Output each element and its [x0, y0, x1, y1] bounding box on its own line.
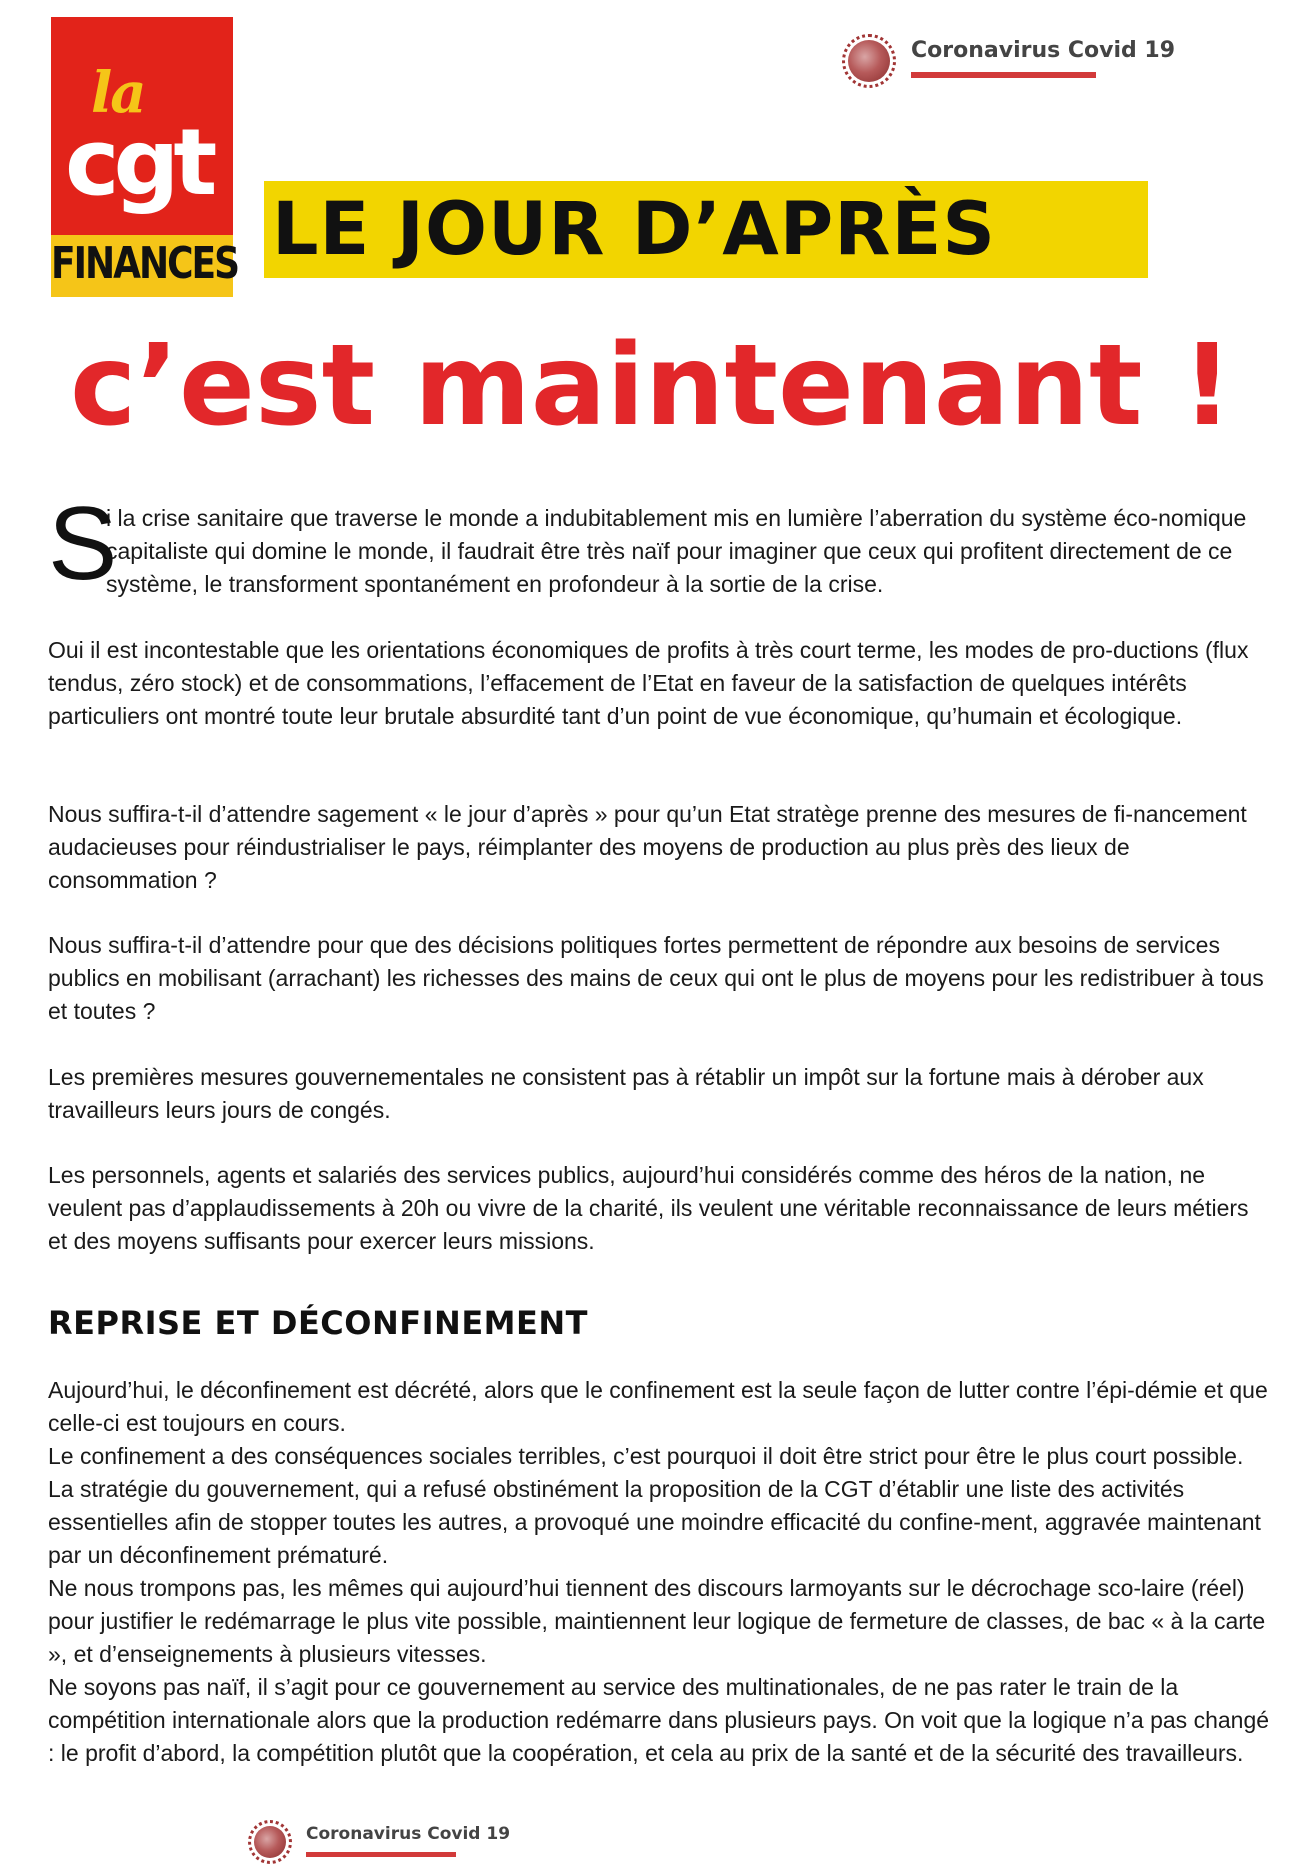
covid-badge-bottom — [250, 1822, 510, 1866]
covid-badge-bottom-stripe — [306, 1852, 456, 1857]
logo-la-text: la — [91, 60, 145, 126]
section-paragraph-4: Ne soyons pas naïf, il s’agit pour ce gouvernement au service des multinationales, de ne pas rater le train de la compétition internationale alors que la production redémarre dans plusieurs pays. On voit que la logique n’a pas changé : le profit d’abord, la compétition plutôt que la coopération, et cela au prix de la santé et de la sécurité des travailleurs. — [48, 1674, 1270, 1766]
logo-finances-text: FINANCES — [51, 239, 239, 289]
headline: LE JOUR D’APRÈS — [272, 187, 996, 272]
headline-banner — [264, 181, 1148, 278]
cgt-finances-logo — [51, 17, 239, 289]
paragraph-2: Nous suffira-t-il d’attendre sagement « le jour d’après » pour qu’un Etat stratège prenne des mesures de fi-nancement audacieuses pour réindustrialiser le pays, réimplanter des moyens de production au plus près des lieux de consommation ? — [48, 801, 1247, 893]
intro-paragraph — [48, 486, 1272, 602]
covid-badge-title: Coronavirus Covid 19 — [911, 38, 1176, 63]
virus-icon — [848, 40, 890, 82]
subheadline: c’est maintenant ! — [70, 321, 1233, 451]
covid-badge-top — [838, 30, 1176, 120]
section-paragraph-3: Ne nous trompons pas, les mêmes qui aujourd’hui tiennent des discours larmoyants sur le décrochage sco-laire (réel) pour justifier le redémarrage le plus vite possible, maintiennent leur logique de fermeture de classes, de bac « à la carte », et d’enseignements à plusieurs vitesses. — [48, 1575, 1266, 1667]
paragraph-4: Les premières mesures gouvernementales ne consistent pas à rétablir un impôt sur la fortune mais à dérober aux travailleurs leurs jours de congés. — [48, 1064, 1204, 1123]
covid-badge-stripe — [911, 72, 1096, 78]
paragraph-5: Les personnels, agents et salariés des services publics, aujourd’hui considérés comme des héros de la nation, ne veulent pas d’applaudissements à 20h ou vivre de la charité, ils veulent une véritable reconnaissance de leurs métiers et des moyens suffisants pour exercer leurs missions. — [48, 1162, 1249, 1254]
covid-badge-bottom-title: Coronavirus Covid 19 — [306, 1824, 511, 1844]
paragraph-3: Nous suffira-t-il d’attendre pour que des décisions politiques fortes permettent de répondre aux besoins de services publics en mobilisant (arrachant) les richesses des mains de ceux qui ont le plus de moyens pour les redistribuer à tous et toutes ? — [48, 932, 1264, 1024]
section-paragraph-2: Le confinement a des conséquences sociales terribles, c’est pourquoi il doit être strict pour être le plus court possible. La stratégie du gouvernement, qui a refusé obstinément la proposition de la CGT d’établir une liste des activités essentielles afin de stopper toutes les autres, a provoqué une moindre efficacité du confine-ment, aggravée maintenant par un déconfinement prématuré. — [48, 1443, 1261, 1568]
virus-icon — [254, 1826, 286, 1858]
section-paragraph-1: Aujourd’hui, le déconfinement est décrété, alors que le confinement est la seule façon de lutter contre l’épi-démie et que celle-ci est toujours en cours. — [48, 1377, 1268, 1436]
section-heading: REPRISE ET DÉCONFINEMENT — [48, 1304, 588, 1342]
logo-cgt-text: cgt — [65, 109, 212, 216]
drop-cap: S — [48, 486, 118, 602]
paragraph-1: Oui il est incontestable que les orientations économiques de profits à très court terme, les modes de pro-ductions (flux tendus, zéro stock) et de consommations, l’effacement de l’Etat en faveur de la satisfaction de quelques intérêts particuliers ont montré toute leur brutale absurdité tant d’un point de vue économique, qu’humain et écologique. — [48, 637, 1249, 729]
intro-text: i la crise sanitaire que traverse le monde a indubitablement mis en lumière l’aberration du système éco-nomique capitaliste qui domine le monde, il faudrait être très naïf pour imaginer que ceux qui profitent directement de ce système, le transforment spontanément en profondeur à la sortie de la crise. — [106, 505, 1247, 597]
